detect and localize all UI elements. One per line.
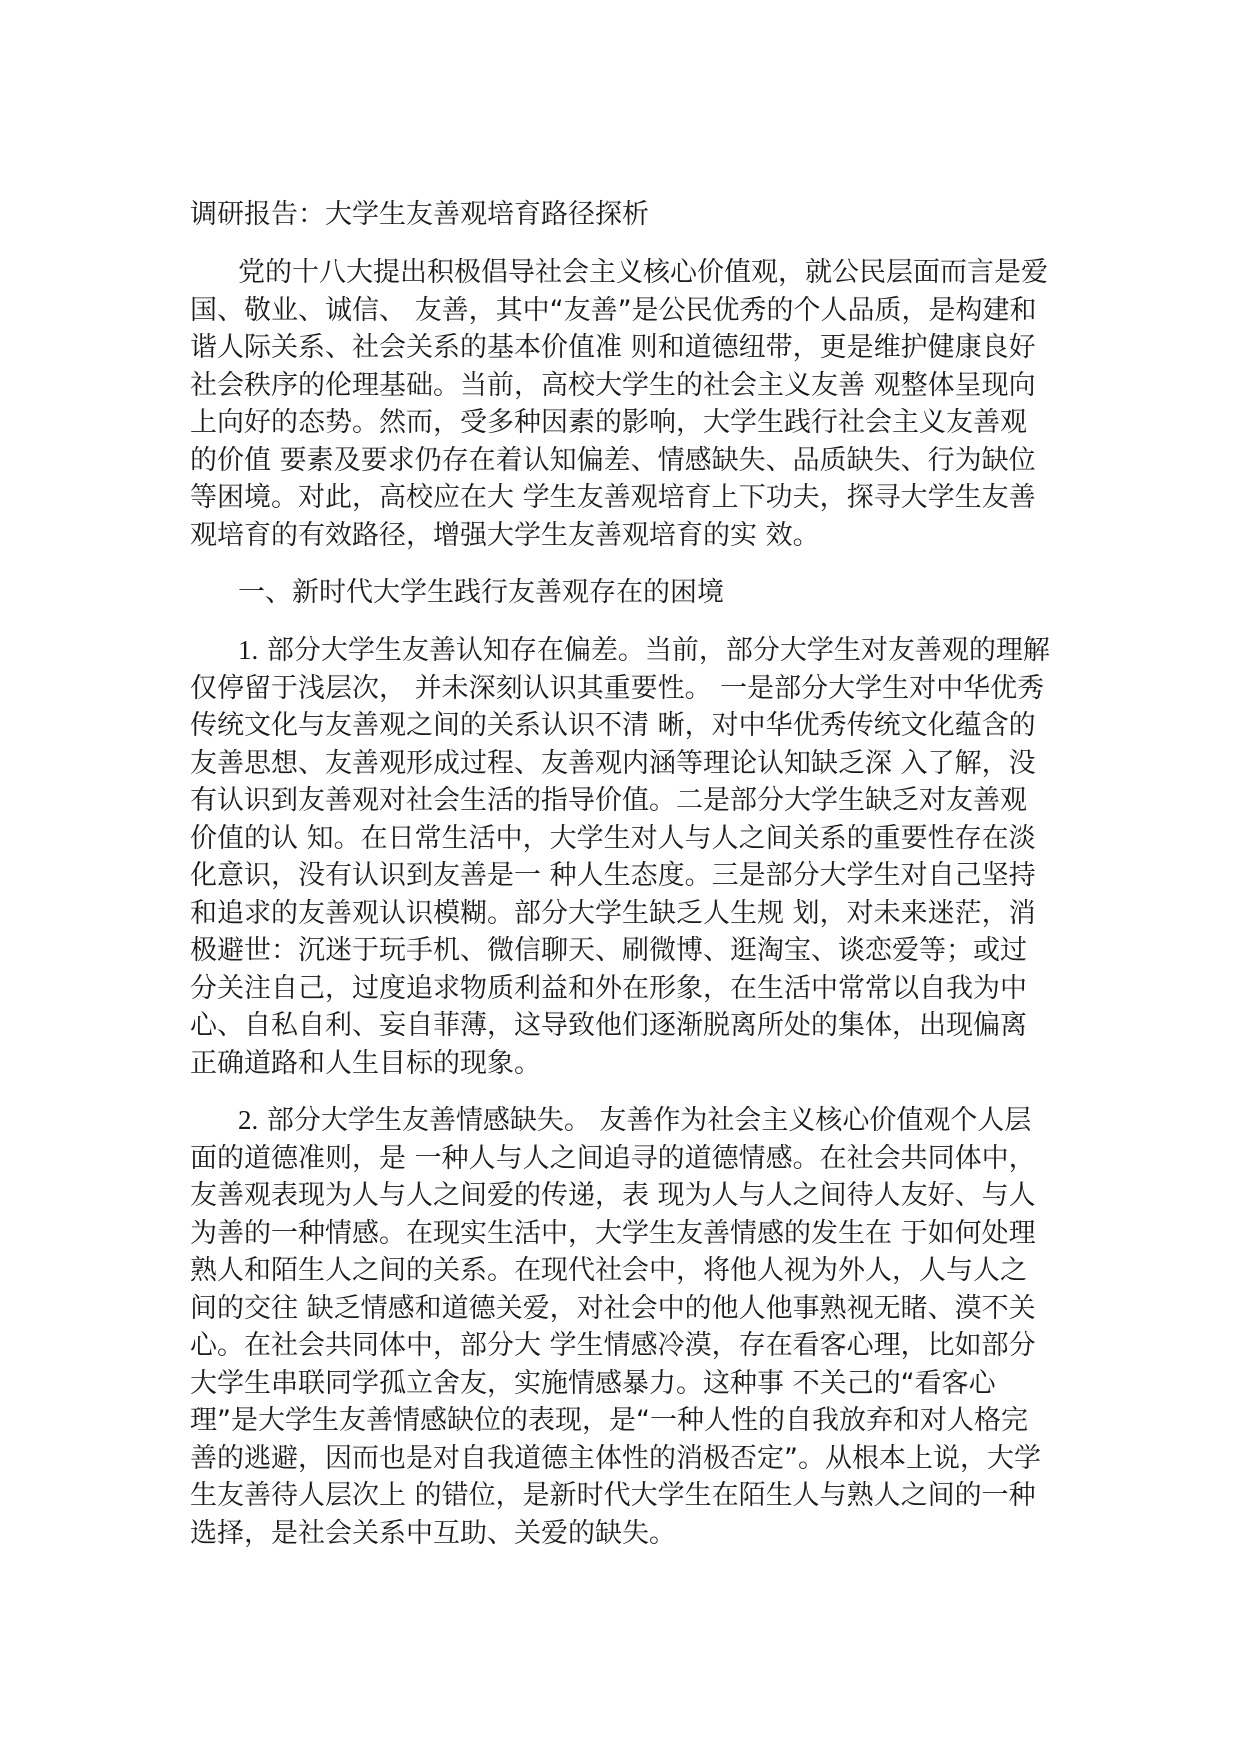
item-1-number: 1. bbox=[238, 635, 259, 665]
intro-paragraph: 党的十八大提出积极倡导社会主义核心价值观，就公民层面而言是爱国、敬业、诚信、 友善，其中“友善”是公民优秀的个人品质，是构建和谐人际关系、社会关系的基本价值准 则和道德纽带，更是维护健康良好社会秩序的伦理基础。当前，高校大学生的社会主义友善 观整体呈现向上向好的态势。然而，受多种因素的影响，大学生践行社会主义友善观的价值 要素及要求仍存在着认知偏差、情感缺失、品质缺失、行为缺位等困境。对此，高校应在大 学生友善观培育上下功夫，探寻大学生友善观培育的有效路径，增强大学生友善观培育的实 效。 bbox=[190, 257, 1048, 551]
item-2-number: 2. bbox=[238, 1105, 259, 1135]
item-2-text: 部分大学生友善情感缺失。 友善作为社会主义核心价值观个人层面的道德准则，是 一种人与人之间追寻的道德情感。在社会共同体中，友善观表现为人与人之间爱的传递，表 现为人与人之间待人友好、与人为善的一种情感。在现实生活中，大学生友善情感的发生在 于如何处理熟人和陌生人之间的关系。在现代社会中，将他人视为外人，人与人之间的交往 缺乏情感和道德关爱，对社会中的他人他事熟视无睹、漠不关心。在社会共同体中，部分大 学生情感冷漠，存在看客心理，比如部分大学生串联同学孤立舍友，实施情感暴力。这种事 不关己的“看客心理”是大学生友善情感缺位的表现，是“一种人性的自我放弃和对人格完 善的逃避，因而也是对自我道德主体性的消极否定”。从根本上说，大学生友善待人层次上 的错位，是新时代大学生在陌生人与熟人之间的一种选择，是社会关系中互助、关爱的缺失。 bbox=[190, 1105, 1041, 1549]
item-1-text: 部分大学生友善认知存在偏差。当前，部分大学生对友善观的理解仅停留于浅层次， 并未深刻认识其重要性。 一是部分大学生对中华优秀传统文化与友善观之间的关系认识不清 晰，对中华优秀传统文化蕴含的友善思想、友善观形成过程、友善观内涵等理论认知缺乏深 入了解，没有认识到友善观对社会生活的指导价值。二是部分大学生缺乏对友善观价值的认 知。在日常生活中，大学生对人与人之间关系的重要性存在淡化意识，没有认识到友善是一 种人生态度。三是部分大学生对自己坚持和追求的友善观认识模糊。部分大学生缺乏人生规 划，对未来迷茫，消极避世：沉迷于玩手机、微信聊天、刷微博、逛淘宝、谈恋爱等；或过 分关注自己，过度追求物质利益和外在形象，在生活中常常以自我为中心、自私自利、妄自菲薄，这导致他们逐渐脱离所处的集体，出现偏离正确道路和人生目标的现象。 bbox=[190, 635, 1050, 1079]
section-heading: 一、新时代大学生践行友善观存在的困境 bbox=[238, 577, 724, 608]
item-2-paragraph bbox=[190, 1102, 1050, 1552]
item-1-paragraph bbox=[190, 632, 1050, 1082]
document-title: 调研报告：大学生友善观培育路径探析 bbox=[190, 199, 649, 230]
document-body bbox=[190, 196, 1050, 1572]
